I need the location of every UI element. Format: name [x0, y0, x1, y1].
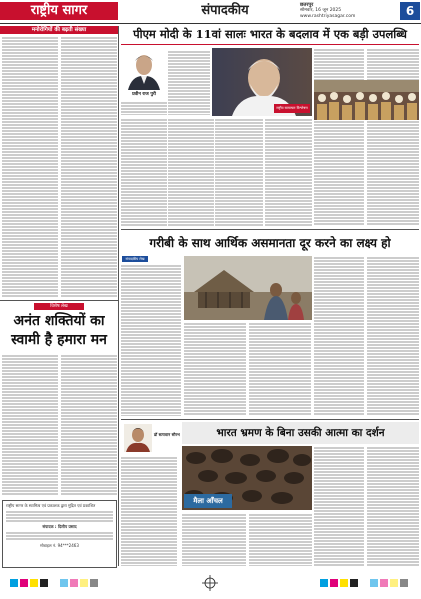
third-text-col2: [182, 513, 246, 566]
second-text-col3: [249, 322, 311, 416]
imprint-text: राष्ट्रीय सागर के स्वामित्व एवं प्रकाशक द्वारा मुद्रित एवं प्रकाशित: [6, 503, 96, 508]
feature-text-b: [61, 354, 117, 496]
lead-text-intro: [168, 50, 210, 115]
feature-headline-line1: अनंत शक्तियों का: [13, 313, 105, 329]
third-author-portrait: [124, 424, 152, 452]
lead-headline: पीएम मोदी के 11वां सालः भारत के बदलाव में एक बड़ी उपलब्धि: [133, 27, 407, 41]
feature-top-rule: [0, 300, 118, 301]
lead-photo-modi: [212, 48, 312, 116]
imprint-phone: [3, 543, 116, 548]
left-column-text-b: [61, 36, 117, 298]
second-text-col2: [184, 322, 246, 416]
lead-text-col3: [314, 48, 364, 226]
second-text-col5: [367, 256, 419, 416]
second-text-col4: [314, 256, 364, 416]
newspaper-brand: राष्ट्रीय सागर: [0, 2, 118, 20]
imprint-phone-label: मोबाइल नं.: [40, 543, 57, 548]
lead-text-col2: [168, 118, 214, 226]
edition-meta: [300, 2, 398, 22]
masthead: [0, 0, 421, 22]
second-photo-poverty: [184, 256, 312, 320]
lead-text-col2c: [265, 118, 312, 226]
third-text-col3: [249, 513, 312, 566]
left-column-heading: मनोरोगियों की बढ़ती संख्या: [0, 26, 118, 34]
edition-date: सोमवार, 16 जून 2025: [300, 8, 342, 13]
imprint-phone-number: 94***2463: [57, 543, 79, 548]
author-portrait: [124, 50, 164, 90]
second-text-col1: [121, 264, 181, 416]
page-number: 6: [400, 2, 420, 20]
third-author-name: डॉ सत्यवान सौरभ: [154, 432, 180, 437]
second-headline: गरीबी के साथ आर्थिक असमानता दूर करने का लक्ष्य हो: [149, 236, 391, 250]
lead-photo-crowd: [314, 80, 419, 120]
imprint-address: [6, 531, 113, 541]
second-column-tag: संपादकीय लेख: [122, 256, 148, 262]
left-column-text-a: [2, 36, 58, 298]
feature-headline-line2: स्वामी है हमारा मन: [11, 332, 107, 348]
feature-tag: विशेष लेख: [34, 303, 84, 310]
lead-photo-tag: राष्ट्रीय सामाचार विश्लेषण: [276, 106, 308, 110]
third-text-col4: [314, 446, 364, 566]
column-divider: [118, 26, 119, 566]
masthead-rule: [0, 23, 421, 24]
lead-author-bio: [121, 101, 167, 115]
lead-author-name: प्रवीन राज पुरी: [132, 92, 156, 97]
imprint-editor-label: संपादक :: [42, 524, 57, 529]
imprint-box: [2, 500, 117, 568]
imprint-editor: [3, 524, 116, 529]
imprint-fineprint: [6, 510, 113, 522]
print-registration-strip: [0, 571, 421, 595]
third-headline: भारत भ्रमण के बिना उसकी आत्मा का दर्शन: [216, 427, 385, 439]
lead-text-col4: [367, 48, 419, 226]
third-photo-caption: मैला आँचल: [193, 496, 223, 505]
edition-website: www.rashtriyasagar.com: [300, 14, 356, 19]
third-text-col5: [367, 446, 419, 566]
feature-text-a: [2, 354, 58, 496]
third-text-col1: [121, 456, 177, 566]
third-photo-landscape: [182, 446, 312, 510]
lead-text-col2b: [215, 118, 263, 226]
third-story-rule: [121, 419, 419, 420]
lead-text-col1: [121, 118, 167, 226]
imprint-editor-name: दिलीप प्रसाद: [57, 524, 77, 529]
section-title: संपादकीय: [201, 3, 249, 18]
lead-headline-rule: [121, 44, 419, 45]
second-story-rule: [121, 229, 419, 230]
edition-city: छतरपुर: [300, 2, 314, 8]
